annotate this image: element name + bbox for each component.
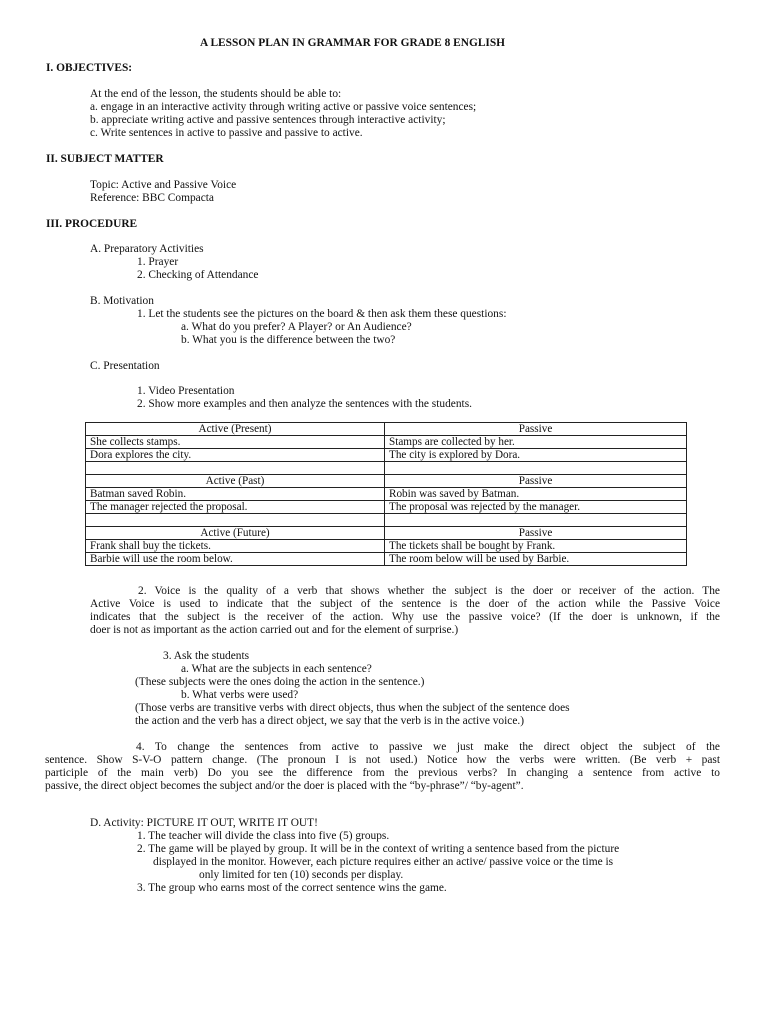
change-paragraph-line: sentence. Show S-V-O pattern change. (The pronoun I is not used.) Notice how the verbs were written. (Be verb + past — [45, 754, 720, 766]
subject-matter-heading: II. SUBJECT MATTER — [46, 153, 164, 165]
table-header-cell: Active (Present) — [86, 423, 385, 436]
table-header-cell: Passive — [385, 423, 687, 436]
table-row — [86, 488, 687, 501]
table-cell: Barbie will use the room below. — [86, 553, 385, 566]
table-cell: The proposal was rejected by the manager. — [385, 501, 687, 514]
procedure-heading: III. PROCEDURE — [46, 218, 138, 230]
change-paragraph-line: 4. To change the sentences from active to passive we just make the direct object the subject of the — [136, 741, 720, 753]
objectives-heading: I. OBJECTIVES: — [46, 62, 133, 74]
activity-item: 1. The teacher will divide the class into five (5) groups. — [137, 830, 390, 842]
objective-item: b. appreciate writing active and passive sentences through interactive activity; — [90, 114, 446, 126]
objective-item: c. Write sentences in active to passive and passive to active. — [90, 127, 363, 139]
presentation-item: 2. Show more examples and then analyze the sentences with the students. — [137, 398, 472, 410]
table-row — [86, 553, 687, 566]
activity-item: 3. The group who earns most of the correct sentence wins the game. — [137, 882, 447, 894]
table-cell: She collects stamps. — [86, 436, 385, 449]
preparatory-heading: A. Preparatory Activities — [90, 243, 204, 255]
table-cell: The manager rejected the proposal. — [86, 501, 385, 514]
motivation-question: a. What do you prefer? A Player? or An Audience? — [181, 321, 412, 333]
motivation-question: b. What you is the difference between the two? — [181, 334, 396, 346]
voice-paragraph-line: indicates that the subject is the receiver of the action. Why use the passive voice? (If the doer is unknown, if the — [90, 611, 720, 623]
motivation-item: 1. Let the students see the pictures on the board & then ask them these questions: — [137, 308, 507, 320]
table-spacer-row — [86, 462, 687, 475]
page-title: A LESSON PLAN IN GRAMMAR FOR GRADE 8 ENGLISH — [200, 37, 506, 49]
reference-line: Reference: BBC Compacta — [90, 192, 214, 204]
voice-paragraph-line: doer is not as important as the action carried out and for the element of surprise.) — [90, 624, 459, 636]
table-cell: The tickets shall be bought by Frank. — [385, 540, 687, 553]
table-header-cell: Active (Future) — [86, 527, 385, 540]
activity-heading: D. Activity: PICTURE IT OUT, WRITE IT OUT! — [90, 817, 318, 829]
motivation-heading: B. Motivation — [90, 295, 154, 307]
change-paragraph-line: participle of the main verb) Do you see the difference from the previous verbs? In changing a sentence from active to — [45, 767, 720, 779]
table-cell: Batman saved Robin. — [86, 488, 385, 501]
activity-item-continued: only limited for ten (10) seconds per display. — [199, 869, 404, 881]
ask-answer: the action and the verb has a direct object, we say that the verb is in the active voice.) — [135, 715, 525, 727]
table-cell: Stamps are collected by her. — [385, 436, 687, 449]
change-paragraph-line: passive, the direct object becomes the subject and/or the doer is placed with the “by-phrase”/ “by-agent”. — [45, 780, 524, 792]
voice-examples-table — [85, 422, 687, 566]
table-header-row — [86, 475, 687, 488]
activity-item: 2. The game will be played by group. It will be in the context of writing a sentence based from the picture — [137, 843, 620, 855]
table-spacer-row — [86, 514, 687, 527]
table-cell: The room below will be used by Barbie. — [385, 553, 687, 566]
activity-item-continued: displayed in the monitor. However, each picture requires either an active/ passive voice or the time is — [153, 856, 614, 868]
objectives-intro: At the end of the lesson, the students should be able to: — [90, 88, 342, 100]
presentation-item: 1. Video Presentation — [137, 385, 235, 397]
presentation-heading: C. Presentation — [90, 360, 160, 372]
table-header-cell: Passive — [385, 527, 687, 540]
ask-heading: 3. Ask the students — [163, 650, 250, 662]
table-cell: Frank shall buy the tickets. — [86, 540, 385, 553]
table-row — [86, 540, 687, 553]
table-header-cell: Passive — [385, 475, 687, 488]
ask-answer: (Those verbs are transitive verbs with direct objects, thus when the subject of the sentence does — [135, 702, 570, 714]
objective-item: a. engage in an interactive activity through writing active or passive voice sentences; — [90, 101, 477, 113]
ask-question: a. What are the subjects in each sentence? — [181, 663, 372, 675]
topic-line: Topic: Active and Passive Voice — [90, 179, 237, 191]
table-cell: The city is explored by Dora. — [385, 449, 687, 462]
voice-paragraph-line: 2. Voice is the quality of a verb that shows whether the subject is the doer or receiver of the action. The — [138, 585, 720, 597]
table-header-row — [86, 527, 687, 540]
table-row — [86, 449, 687, 462]
ask-question: b. What verbs were used? — [181, 689, 299, 701]
table-header-cell: Active (Past) — [86, 475, 385, 488]
preparatory-item: 2. Checking of Attendance — [137, 269, 259, 281]
table-row — [86, 436, 687, 449]
table-header-row — [86, 423, 687, 436]
table-cell: Robin was saved by Batman. — [385, 488, 687, 501]
ask-answer: (These subjects were the ones doing the action in the sentence.) — [135, 676, 425, 688]
table-cell: Dora explores the city. — [86, 449, 385, 462]
table-row — [86, 501, 687, 514]
preparatory-item: 1. Prayer — [137, 256, 179, 268]
voice-paragraph-line: Active Voice is used to indicate that the subject of the sentence is the doer of the action while the Passive Voice — [90, 598, 720, 610]
